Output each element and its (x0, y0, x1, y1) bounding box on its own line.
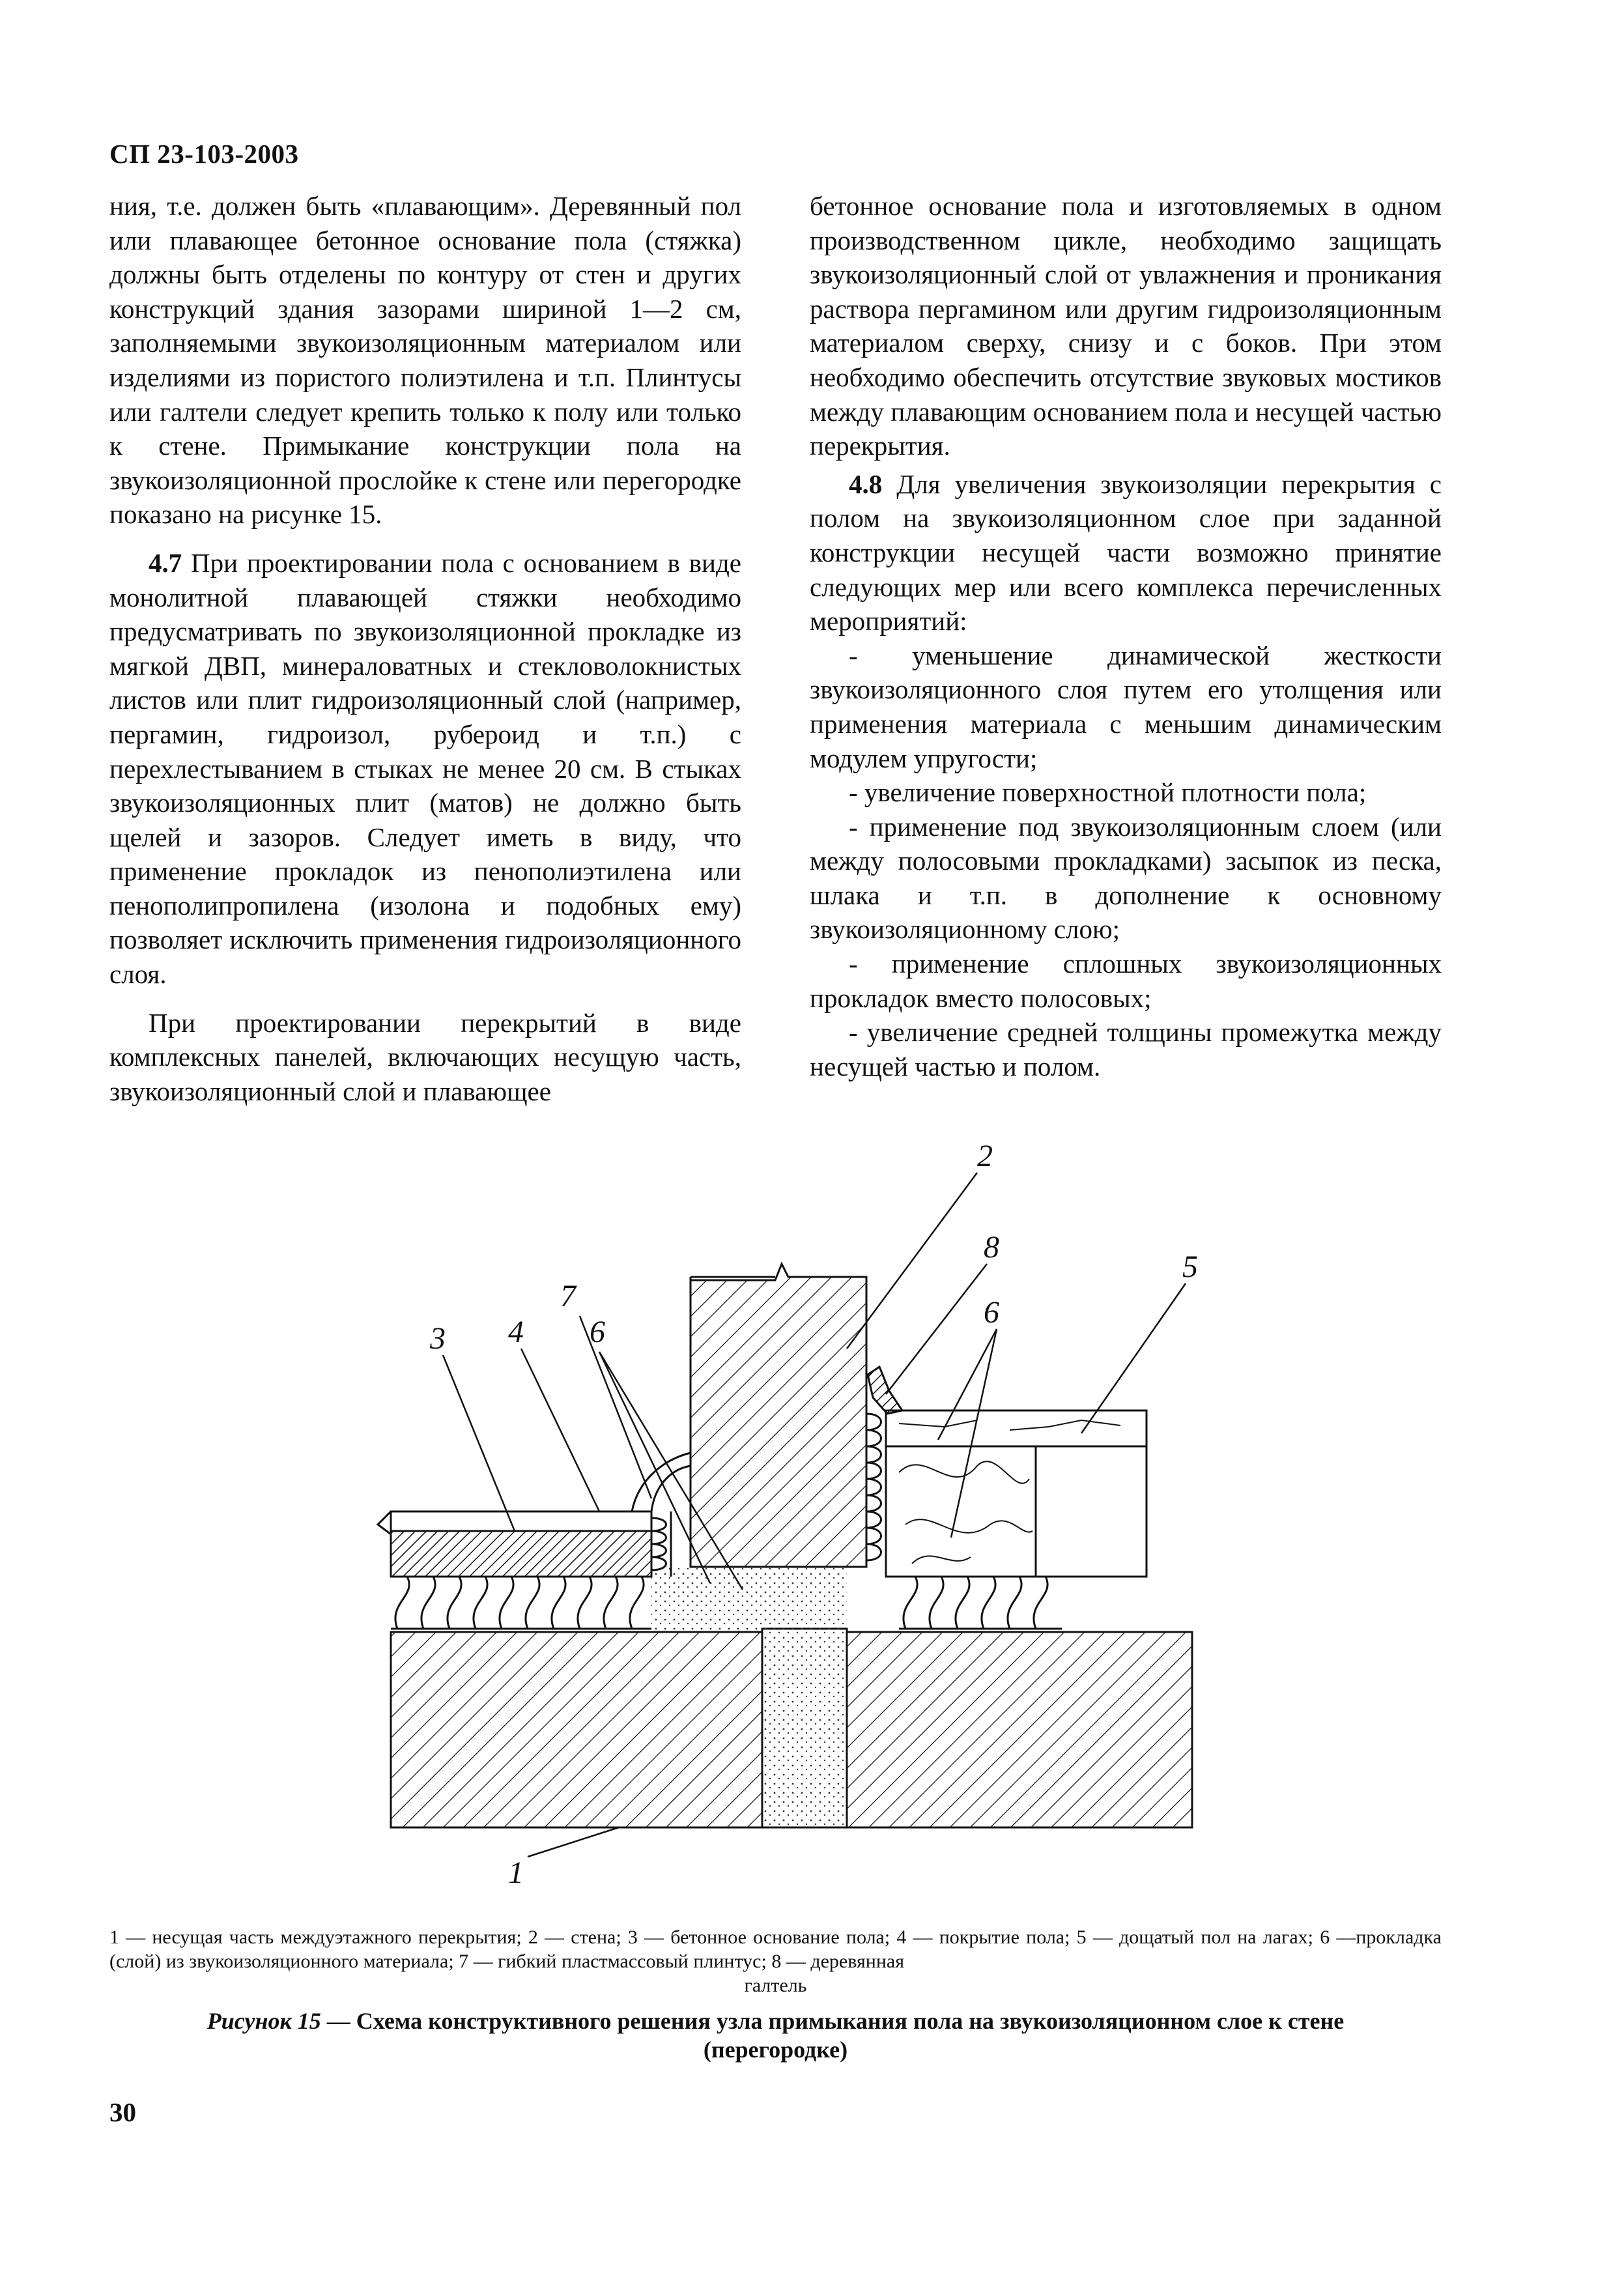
sand-fill (762, 1629, 847, 1827)
insulation-layer-right (899, 1577, 1062, 1629)
floor-wall-junction-drawing (326, 1134, 1199, 1889)
clause-text: Для увеличения звукоизоляции перекрытия с полом на звукоизоляционном слое при заданной конструкции несущей части возможно принятие следующих мер или всего комплекса перечисленных мероприятий: (810, 468, 1442, 637)
figure-legend (109, 1925, 1442, 1997)
concrete-floor-base (391, 1531, 651, 1577)
list-item: - применение под звукоизоляционным слоем (или между полосовыми прокладками) засыпок из песка, шлака и т.п. в дополнение к основному звукоизоляционному слою; (810, 811, 1442, 945)
figure-title-text: — Схема конструктивного решения узла примыкания пола на звукоизоляционном слое к стене (321, 2008, 1345, 2034)
paragraph: бетонное основание пола и изготовляемых в одном производственном цикле, необходимо защищать звукоизоляционный слой от увлажнения и проникания раствора пергамином или другим гидроизоляционным материалом сверху, снизу и с боков. При этом необходимо обеспечить отсутствие звуковых мостиков между плавающим основанием пола и несущей частью перекрытия. (810, 191, 1442, 461)
slab-break-line (378, 1511, 391, 1534)
document-code: СП 23-103-2003 (109, 139, 299, 169)
clause-number: 4.7 (149, 547, 182, 578)
page-number: 30 (109, 2097, 136, 2127)
list-item: - увеличение поверхностной плотности пола; (849, 777, 1367, 808)
wall (691, 1264, 866, 1567)
paragraph-4-7 (109, 546, 741, 992)
paragraph: При проектировании перекрытий в виде комплексных панелей, включающих несущую часть, звукоизоляционный слой и плавающее (109, 1007, 741, 1106)
insulation-layer-left (391, 1577, 651, 1629)
callout-7: 7 (560, 1279, 576, 1313)
figure-title (109, 2007, 1442, 2064)
plank-floor (886, 1410, 1147, 1446)
load-bearing-slab-right (847, 1632, 1192, 1827)
paragraph: ния, т.е. должен быть «плавающим». Деревянный пол или плавающее бетонное основание пола (стяжка) должны быть отделены по контуру от стен и других конструкций здания зазорами шириной 1—2 см, заполняемыми звукоизоляционным материалом или изделиями из пористого полиэтилена и т.п. Плинтусы или галтели следует крепить только к полу или только к стене. Примыкание конструкции пола на звукоизоляционной прослойке к стене или перегородке показано на рисунке 15. (109, 191, 741, 530)
callout-1: 1 (508, 1855, 524, 1889)
list-item: - применение сплошных звукоизоляционных прокладок вместо полосовых; (810, 949, 1442, 1013)
callout-6-right: 6 (984, 1295, 999, 1330)
callout-2: 2 (977, 1139, 993, 1173)
left-text-column (109, 189, 741, 1108)
legend-text-last-line: галтель (744, 1975, 807, 1996)
figure-title-last-line: (перегородке) (703, 2037, 848, 2063)
figure-label: Рисунок 15 (207, 2008, 321, 2034)
list-item: - увеличение средней толщины промежутка между несущей частью и полом. (810, 1017, 1442, 1081)
callout-3: 3 (430, 1321, 446, 1356)
callout-4: 4 (508, 1315, 524, 1349)
load-bearing-slab-left (391, 1632, 762, 1827)
wooden-fillet (868, 1367, 902, 1414)
right-text-column (810, 189, 1442, 1083)
clause-text: При проектировании пола с основанием в виде монолитной плавающей стяжки необходимо предусматривать по звукоизоляционной прокладке из мягкой ДВП, минераловатных и стекловолокнистых листов или плит гидроизоляционный слой (например, пергамин, гидроизол, рубероид и т.п.) с перехлестыванием в стыках не менее 20 см. В стыках звукоизоляционных плит (матов) не должно быть щелей и зазоров. Следует иметь в виду, что применение прокладок из пенополиэтилена или пенополипропилена (изолона и подобных ему) позволяет исключить применения гидроизоляционного слоя. (109, 547, 741, 990)
callout-6-left: 6 (590, 1315, 605, 1349)
clause-number: 4.8 (849, 468, 883, 499)
paragraph-4-8 (810, 467, 1442, 638)
callout-8: 8 (984, 1230, 999, 1265)
legend-text: 1 — несущая часть междуэтажного перекрытия; 2 — стена; 3 — бетонное основание пола; 4 — покрытие пола; 5 — дощатый пол на лагах; 6 —прокладка (слой) из звукоизоляционного материала; 7 — гибкий пластмассовый плинтус; 8 — деревянная (109, 1926, 1442, 1972)
list-item: - уменьшение динамической жесткости звукоизоляционного слоя путем его утолщения или применения материала с меньшим динамическим модулем упругости; (810, 640, 1442, 773)
callout-5: 5 (1182, 1250, 1198, 1284)
edge-insulation-right (866, 1410, 886, 1567)
sand-fill-top (651, 1567, 847, 1632)
floor-covering (391, 1511, 651, 1531)
